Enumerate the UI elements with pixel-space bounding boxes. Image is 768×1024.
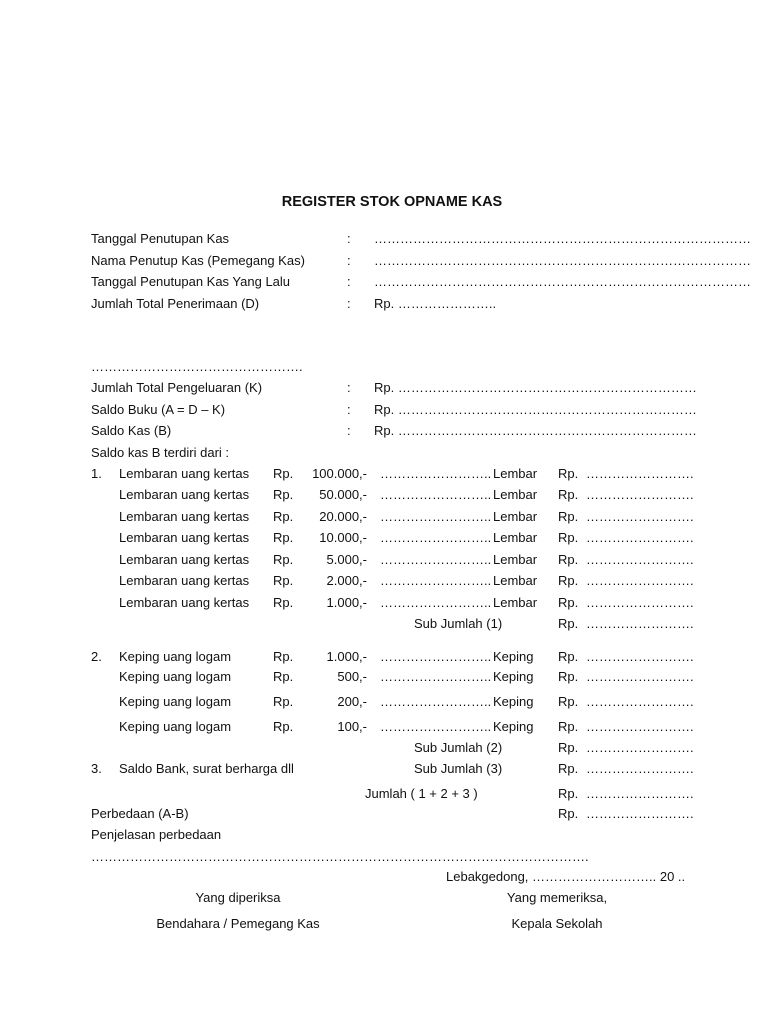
header-value: …………………………………………………………………………… [374, 231, 751, 246]
row-rp: Rp. [273, 487, 294, 502]
row-total: ……………………. [586, 509, 694, 524]
row-unit: Lembar [493, 466, 538, 481]
perbedaan-label: Perbedaan (A-B) [91, 806, 189, 821]
summary-label: Jumlah Total Pengeluaran (K) [91, 380, 263, 395]
row-denomination: 200,- [337, 694, 367, 709]
summary-colon: : [347, 402, 351, 417]
row-denomination: 1.000,- [326, 649, 367, 664]
row-denomination: 100,- [337, 719, 367, 734]
header-label: Tanggal Penutupan Kas Yang Lalu [91, 274, 291, 289]
header-colon: : [347, 274, 351, 289]
row-denomination: 10.000,- [319, 530, 367, 545]
jumlah-value: ……………………. [586, 786, 694, 801]
saldo-intro: Saldo kas B terdiri dari : [91, 445, 230, 460]
row-dots: …………………….. [380, 466, 492, 481]
row-unit: Lembar [493, 487, 538, 502]
row-total: ……………………. [586, 552, 694, 567]
row-dots: …………………….. [380, 509, 492, 524]
row-dots: …………………….. [380, 669, 492, 684]
subtotal-value: ……………………. [586, 616, 694, 631]
subtotal-rp: Rp. [558, 616, 579, 631]
perbedaan-value: ……………………. [586, 806, 694, 821]
row-total: ……………………. [586, 487, 694, 502]
row-unit: Lembar [493, 552, 538, 567]
row-item: Keping uang logam [119, 694, 232, 709]
row-unit: Keping [493, 669, 534, 684]
header-value: Rp. ………………….. [374, 296, 497, 311]
summary-label: Saldo Kas (B) [91, 423, 172, 438]
row-rp: Rp. [558, 649, 579, 664]
subtotal-rp: Rp. [558, 740, 579, 755]
signature-right-role: Kepala Sekolah [511, 916, 603, 931]
section-number: 1. [91, 466, 102, 481]
jumlah-label: Jumlah ( 1 + 2 + 3 ) [365, 786, 478, 801]
row-total: ……………………. [586, 466, 694, 481]
row-rp: Rp. [273, 719, 294, 734]
row-rp: Rp. [273, 595, 294, 610]
row-rp: Rp. [558, 487, 579, 502]
signature-left-title: Yang diperiksa [195, 890, 281, 905]
row-rp: Rp. [558, 719, 579, 734]
row-unit: Lembar [493, 595, 538, 610]
summary-colon: : [347, 423, 351, 438]
row-dots: …………………….. [380, 552, 492, 567]
row-total: ……………………. [586, 694, 694, 709]
row-rp: Rp. [273, 694, 294, 709]
row-denomination: 1.000,- [326, 595, 367, 610]
row-item: Lembaran uang kertas [119, 509, 250, 524]
row-item: Saldo Bank, surat berharga dll [119, 761, 294, 776]
row-unit: Lembar [493, 530, 538, 545]
row-rp: Rp. [273, 552, 294, 567]
row-item: Lembaran uang kertas [119, 530, 250, 545]
row-rp: Rp. [273, 669, 294, 684]
header-value: …………………………………………………………………………… [374, 274, 751, 289]
subtotal-label: Sub Jumlah (1) [414, 616, 503, 631]
header-colon: : [347, 296, 351, 311]
subtotal-value: ……………………. [586, 740, 694, 755]
row-rp: Rp. [558, 669, 579, 684]
subtotal-label: Sub Jumlah (3) [414, 761, 503, 776]
row-rp: Rp. [273, 573, 294, 588]
row-denomination: 100.000,- [312, 466, 367, 481]
summary-label: Saldo Buku (A = D – K) [91, 402, 226, 417]
row-denomination: 20.000,- [319, 509, 367, 524]
dotted-line: …………………………………………. [91, 359, 303, 374]
row-dots: …………………….. [380, 487, 492, 502]
summary-value: Rp. …………………………………………………………… [374, 423, 697, 438]
row-total: ……………………. [586, 595, 694, 610]
date-line: Lebakgedong, ……………………….. 20 .. [446, 869, 686, 884]
row-dots: …………………….. [380, 649, 492, 664]
row-total: ……………………. [586, 669, 694, 684]
row-total: ……………………. [586, 573, 694, 588]
row-rp: Rp. [558, 573, 579, 588]
summary-colon: : [347, 380, 351, 395]
row-rp: Rp. [558, 530, 579, 545]
subtotal-rp: Rp. [558, 761, 579, 776]
summary-value: Rp. …………………………………………………………… [374, 380, 697, 395]
signature-left-role: Bendahara / Pemegang Kas [156, 916, 320, 931]
header-colon: : [347, 253, 351, 268]
perbedaan-rp: Rp. [558, 806, 579, 821]
row-denomination: 5.000,- [326, 552, 367, 567]
row-denomination: 500,- [337, 669, 367, 684]
section-number: 3. [91, 761, 102, 776]
row-total: ……………………. [586, 530, 694, 545]
row-rp: Rp. [558, 694, 579, 709]
row-dots: …………………….. [380, 694, 492, 709]
row-rp: Rp. [273, 509, 294, 524]
header-colon: : [347, 231, 351, 246]
row-dots: …………………….. [380, 573, 492, 588]
row-item: Lembaran uang kertas [119, 595, 250, 610]
row-rp: Rp. [273, 649, 294, 664]
header-label: Nama Penutup Kas (Pemegang Kas) [91, 253, 305, 268]
row-denomination: 2.000,- [326, 573, 367, 588]
summary-value: Rp. …………………………………………………………… [374, 402, 697, 417]
row-total: ……………………. [586, 719, 694, 734]
jumlah-rp: Rp. [558, 786, 579, 801]
row-unit: Keping [493, 694, 534, 709]
header-value: …………………………………………………………………………… [374, 253, 751, 268]
section-number: 2. [91, 649, 102, 664]
row-dots: …………………….. [380, 530, 492, 545]
row-rp: Rp. [558, 509, 579, 524]
subtotal-value: ……………………. [586, 761, 694, 776]
subtotal-label: Sub Jumlah (2) [414, 740, 503, 755]
row-rp: Rp. [558, 552, 579, 567]
dotted-line: ……………………………………………………………………………………………………. [91, 849, 589, 864]
row-rp: Rp. [273, 466, 294, 481]
row-item: Keping uang logam [119, 669, 232, 684]
row-unit: Lembar [493, 509, 538, 524]
row-item: Lembaran uang kertas [119, 466, 250, 481]
row-unit: Keping [493, 649, 534, 664]
signature-right-title: Yang memeriksa, [506, 890, 608, 905]
row-item: Lembaran uang kertas [119, 573, 250, 588]
row-dots: …………………….. [380, 595, 492, 610]
row-item: Lembaran uang kertas [119, 552, 250, 567]
row-rp: Rp. [558, 595, 579, 610]
row-rp: Rp. [558, 466, 579, 481]
document-title: REGISTER STOK OPNAME KAS [281, 194, 503, 210]
header-label: Tanggal Penutupan Kas [91, 231, 230, 246]
row-item: Keping uang logam [119, 719, 232, 734]
row-item: Lembaran uang kertas [119, 487, 250, 502]
row-dots: …………………….. [380, 719, 492, 734]
header-label: Jumlah Total Penerimaan (D) [91, 296, 260, 311]
row-denomination: 50.000,- [319, 487, 367, 502]
row-rp: Rp. [273, 530, 294, 545]
row-unit: Lembar [493, 573, 538, 588]
row-item: Keping uang logam [119, 649, 232, 664]
row-total: ……………………. [586, 649, 694, 664]
penjelasan-label: Penjelasan perbedaan [91, 827, 222, 842]
row-unit: Keping [493, 719, 534, 734]
